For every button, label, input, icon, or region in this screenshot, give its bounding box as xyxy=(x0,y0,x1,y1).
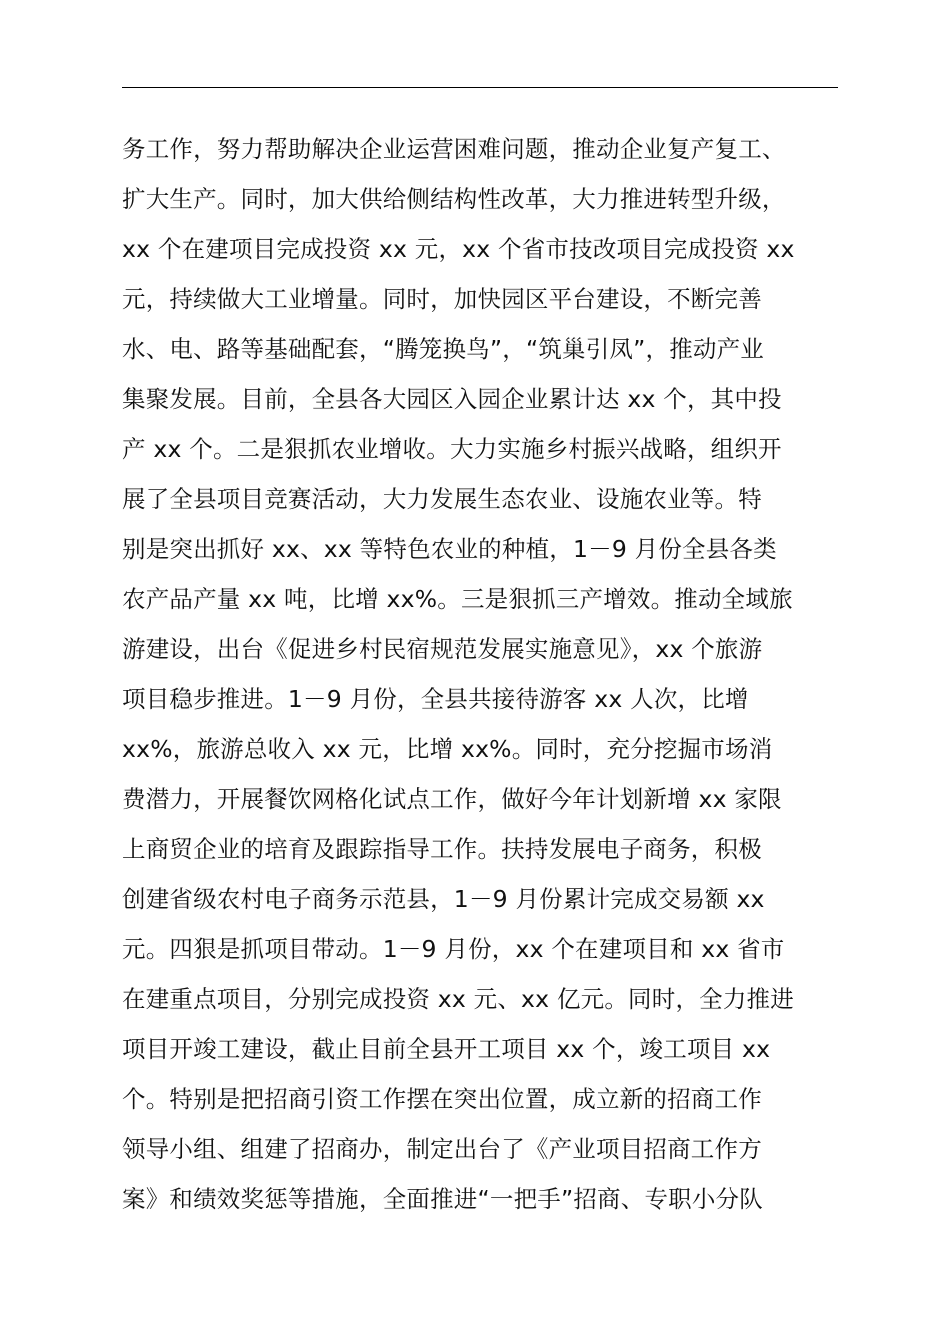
text-line: xx%，旅游总收入 xx 元，比增 xx%。同时，充分挖掘市场消 xyxy=(122,735,773,763)
text-line: 别是突出抓好 xx、xx 等特色农业的种植，1－9 月份全县各类 xyxy=(122,535,777,563)
text-line: 在建重点项目，分别完成投资 xx 元、xx 亿元。同时，全力推进 xyxy=(122,985,794,1013)
text-line: 集聚发展。目前，全县各大园区入园企业累计达 xx 个，其中投 xyxy=(122,385,782,413)
text-line: 案》和绩效奖惩等措施，全面推进“一把手”招商、专职小分队 xyxy=(122,1185,763,1213)
text-line: 元。四狠是抓项目带动。1－9 月份，xx 个在建项目和 xx 省市 xyxy=(122,935,785,963)
text-line: 上商贸企业的培育及跟踪指导工作。扶持发展电子商务，积极 xyxy=(122,835,762,863)
text-line: 农产品产量 xx 吨，比增 xx%。三是狠抓三产增效。推动全域旅 xyxy=(122,585,793,613)
text-line: 个。特别是把招商引资工作摆在突出位置，成立新的招商工作 xyxy=(122,1085,762,1113)
text-line: 创建省级农村电子商务示范县，1－9 月份累计完成交易额 xx xyxy=(122,885,765,913)
text-line: 产 xx 个。二是狠抓农业增收。大力实施乡村振兴战略，组织开 xyxy=(122,435,782,463)
text-line: 扩大生产。同时，加大供给侧结构性改革，大力推进转型升级， xyxy=(122,185,786,213)
body-text xyxy=(122,124,862,1224)
text-line: 元，持续做大工业增量。同时，加快园区平台建设，不断完善 xyxy=(122,285,762,313)
text-line: 项目稳步推进。1－9 月份，全县共接待游客 xx 人次，比增 xyxy=(122,685,749,713)
text-line: 水、电、路等基础配套，“腾笼换鸟”，“筑巢引凤”，推动产业 xyxy=(122,335,764,363)
header-rule xyxy=(122,87,838,88)
text-line: 项目开竣工建设，截止目前全县开工项目 xx 个，竣工项目 xx xyxy=(122,1035,771,1063)
text-line: 务工作，努力帮助解决企业运营困难问题，推动企业复产复工、 xyxy=(122,135,786,163)
text-line: 领导小组、组建了招商办，制定出台了《产业项目招商工作方 xyxy=(122,1135,762,1163)
text-line: 费潜力，开展餐饮网格化试点工作，做好今年计划新增 xx 家限 xyxy=(122,785,782,813)
text-line: 游建设，出台《促进乡村民宿规范发展实施意见》，xx 个旅游 xyxy=(122,635,763,663)
text-line: xx 个在建项目完成投资 xx 元，xx 个省市技改项目完成投资 xx xyxy=(122,235,795,263)
text-line: 展了全县项目竞赛活动，大力发展生态农业、设施农业等。特 xyxy=(122,485,762,513)
